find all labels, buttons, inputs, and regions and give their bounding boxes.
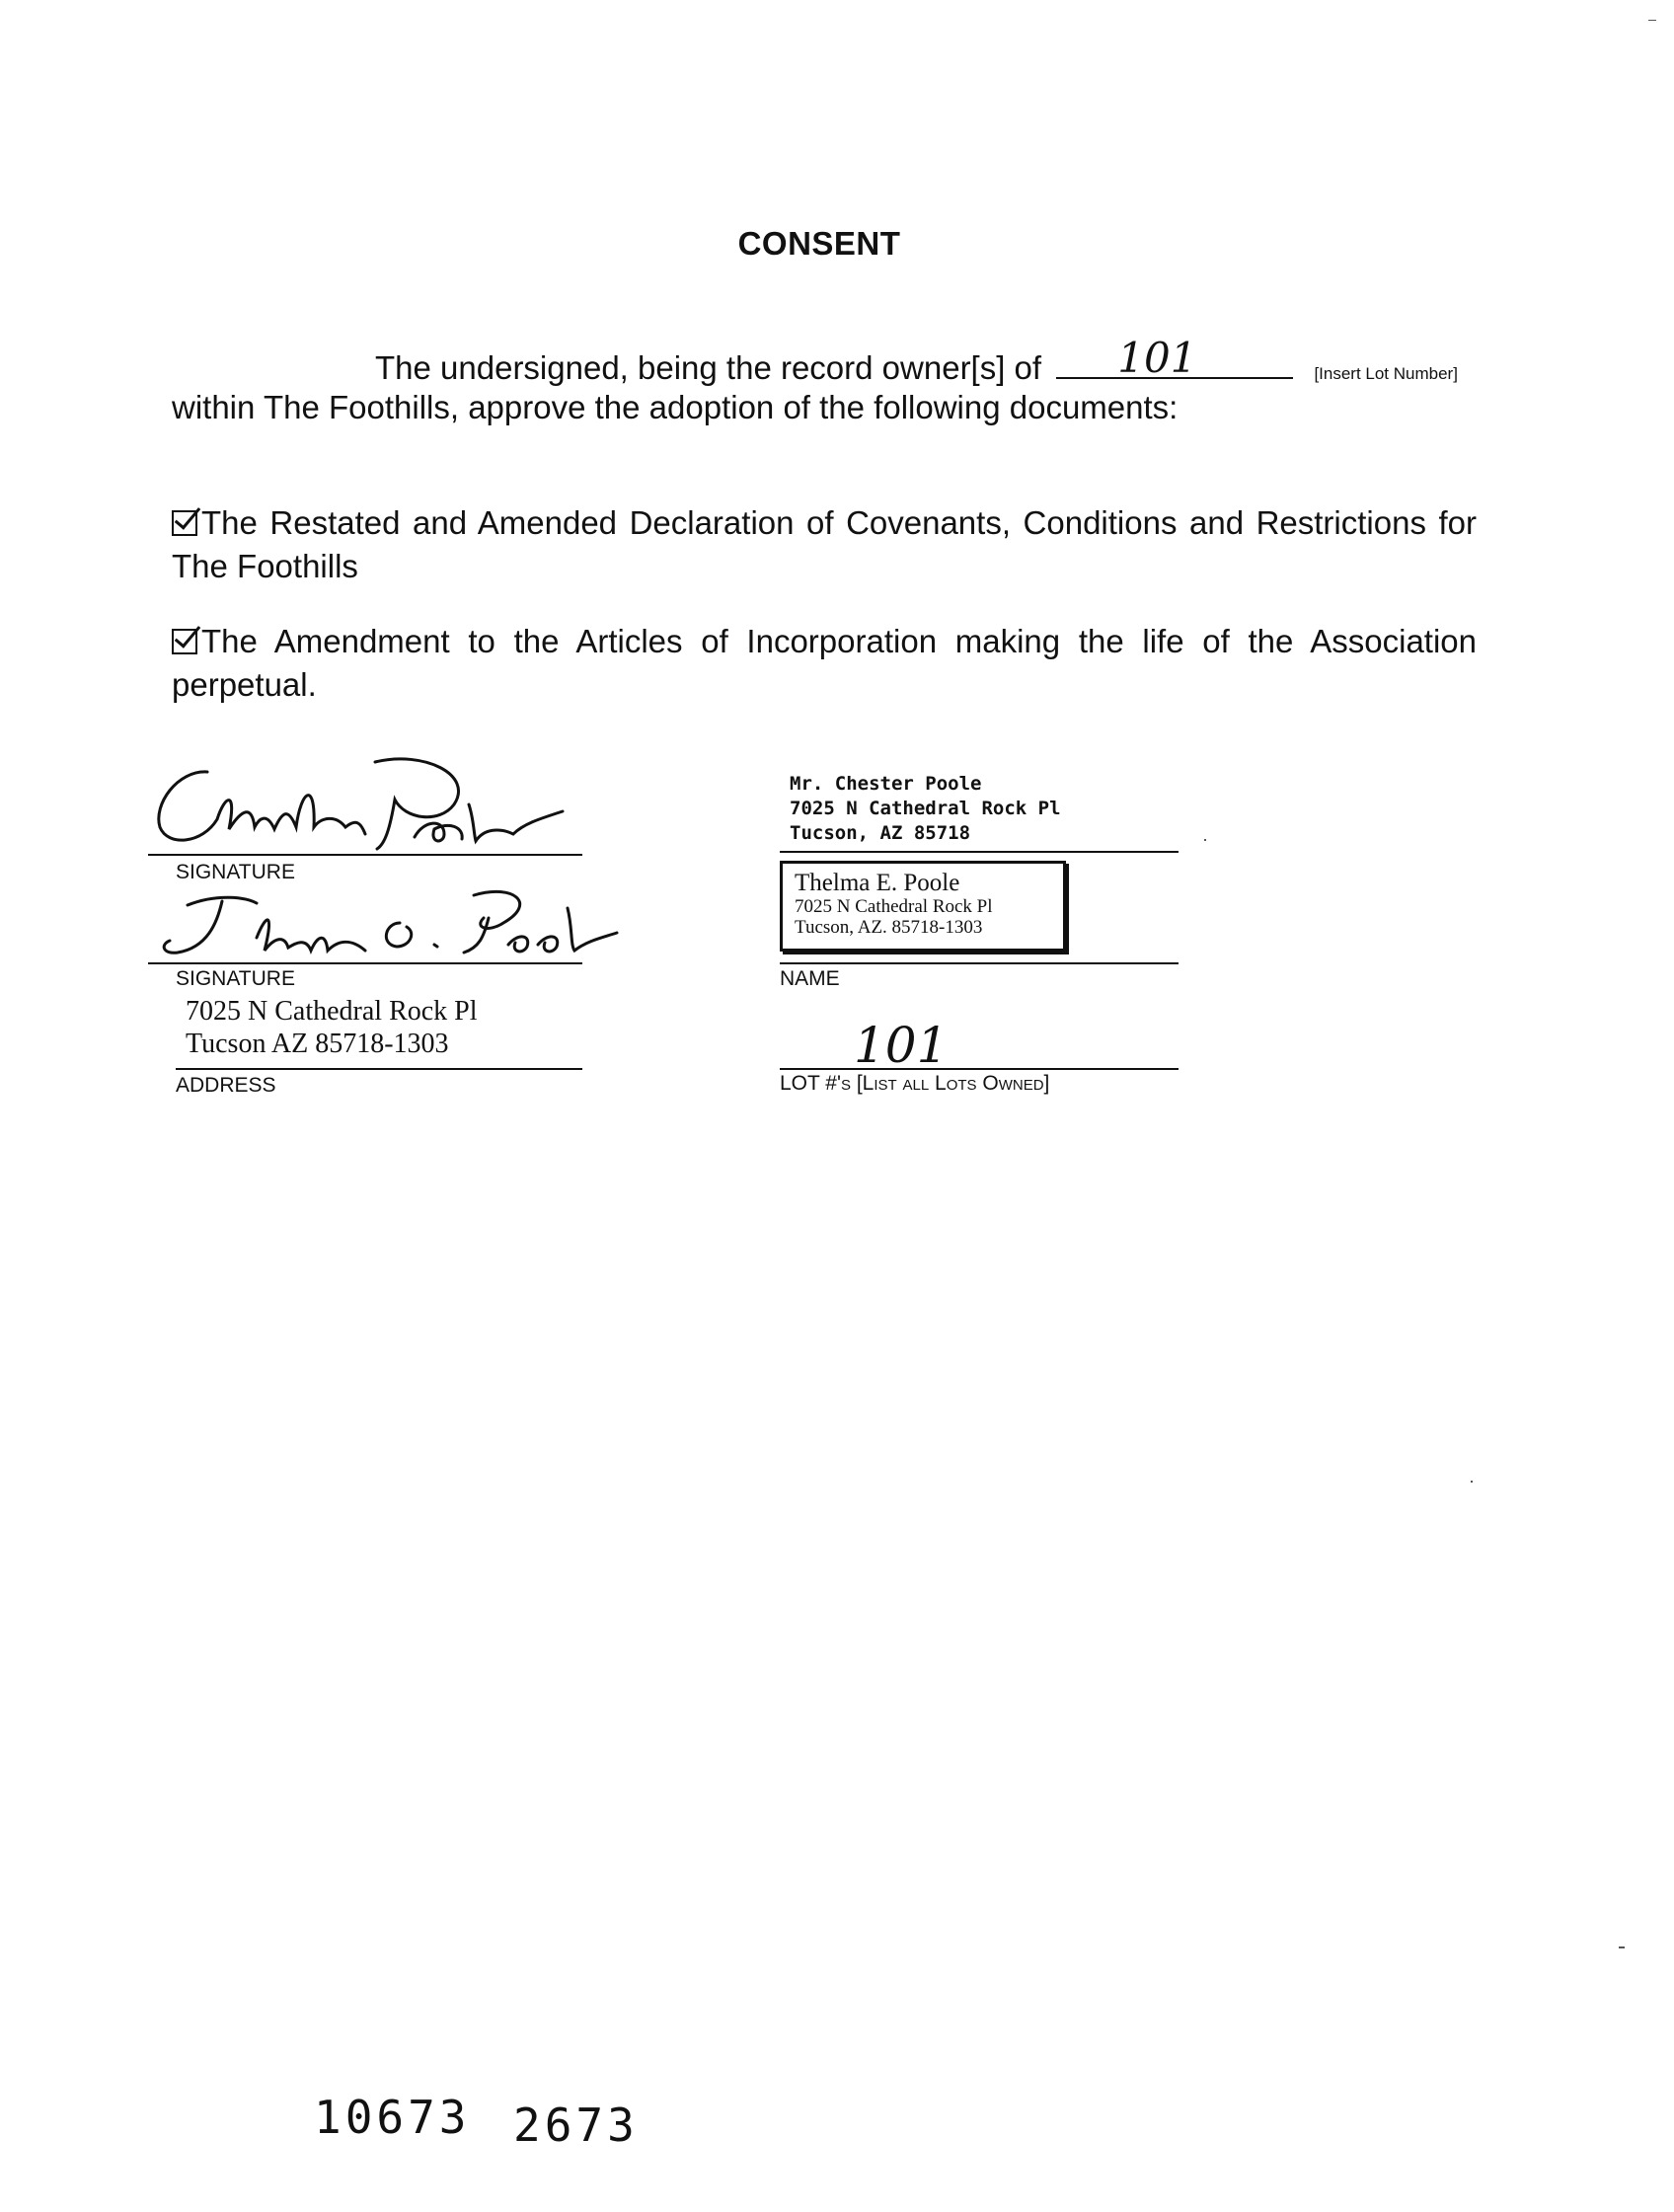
signature-chester-text [148, 760, 154, 761]
signature-line-1 [148, 854, 582, 856]
signature-thelma [148, 883, 622, 962]
address-line-2: Tucson AZ 85718-1303 [186, 1029, 449, 1059]
scan-speck [1648, 20, 1656, 21]
record-stamp-2: 2673 [513, 2098, 639, 2152]
scan-speck [1204, 839, 1206, 841]
intro-line-1 [375, 334, 1458, 387]
record-stamp-1: 10673 [314, 2091, 471, 2144]
address-label-sticker [780, 861, 1066, 952]
lots-line [780, 1068, 1179, 1070]
checkbox-checked-icon[interactable] [172, 510, 197, 536]
address-label: ADDRESS [176, 1074, 276, 1097]
signature-thelma-scribble [148, 883, 622, 962]
sticker-name: Thelma E. Poole [795, 870, 960, 896]
address-line-1: 7025 N Cathedral Rock Pl [186, 996, 478, 1027]
sticker-street: 7025 N Cathedral Rock Pl [795, 896, 993, 917]
consent-item-declaration [172, 501, 1477, 588]
intro-prefix: The undersigned, being the record owner[s] of [375, 349, 1042, 386]
lot-owned-handwritten: 101 [854, 1017, 949, 1074]
consent-item-text: The Restated and Amended Declaration of Covenants, Conditions and Restrictions for The Foothills [172, 504, 1477, 584]
typed-city: Tucson, AZ 85718 [790, 822, 971, 844]
name-upper-line [780, 851, 1179, 853]
sticker-city: Tucson, AZ. 85718-1303 [795, 917, 983, 938]
typed-street: 7025 N Cathedral Rock Pl [790, 798, 1061, 819]
signature-label-2: SIGNATURE [176, 967, 295, 990]
signature-chester-scribble [148, 750, 592, 859]
document-title: CONSENT [737, 225, 901, 262]
consent-item-text: The Amendment to the Articles of Incorporation making the life of the Association perpetual. [172, 623, 1477, 703]
name-line [780, 962, 1179, 964]
consent-item-amendment [172, 620, 1477, 707]
insert-lot-note: [Insert Lot Number] [1314, 364, 1458, 383]
checkbox-checked-icon[interactable] [172, 629, 197, 654]
typed-name: Mr. Chester Poole [790, 773, 982, 795]
signature-line-2 [148, 962, 582, 964]
signature-label-1: SIGNATURE [176, 861, 295, 883]
scan-speck [1471, 1481, 1473, 1483]
lots-label: LOT #'s [List all Lots Owned] [780, 1072, 1050, 1095]
signature-thelma-text [148, 883, 155, 884]
lot-number-handwritten: 101 [1117, 334, 1197, 382]
name-label: NAME [780, 967, 840, 990]
address-line [176, 1068, 582, 1070]
intro-line-2: within The Foothills, approve the adoption of the following documents: [172, 389, 1179, 425]
lot-number-blank [1056, 334, 1293, 382]
scan-speck [1619, 1946, 1625, 1948]
signature-chester [148, 760, 592, 849]
